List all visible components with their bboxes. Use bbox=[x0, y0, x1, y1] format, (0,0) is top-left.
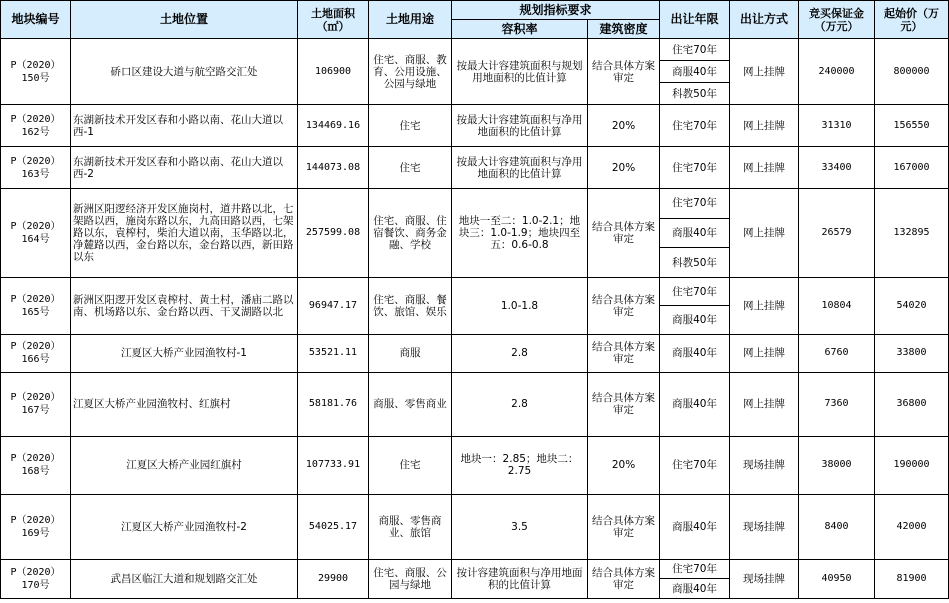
cell-density: 20% bbox=[588, 436, 660, 494]
table-row bbox=[1, 189, 949, 278]
header-term: 出让年限 bbox=[660, 1, 730, 39]
cell-use: 住宅、商服、餐饮、旅馆、娱乐 bbox=[369, 277, 452, 334]
cell-location: 东湖新技术开发区春和小路以南、花山大道以西-1 bbox=[71, 105, 298, 147]
cell-price: 190000 bbox=[875, 436, 949, 494]
term-item: 住宅70年 bbox=[672, 119, 717, 132]
cell-deposit: 6760 bbox=[799, 334, 875, 372]
cell-far: 2.8 bbox=[452, 334, 588, 372]
term-item: 商服40年 bbox=[672, 314, 717, 327]
cell-price: 81900 bbox=[875, 559, 949, 598]
cell-id-prefix: P（2020） bbox=[10, 113, 61, 125]
cell-id-prefix: P（2020） bbox=[10, 341, 61, 353]
term-item: 商服40年 bbox=[672, 347, 717, 360]
cell-use: 商服、零售商业 bbox=[369, 372, 452, 436]
cell-deposit: 10804 bbox=[799, 277, 875, 334]
header-deposit: 竞买保证金（万元） bbox=[799, 1, 875, 39]
cell-id-prefix: P（2020） bbox=[10, 453, 61, 465]
header-far: 容积率 bbox=[452, 20, 588, 39]
cell-id-number: 150号 bbox=[21, 72, 50, 84]
cell-area: 29900 bbox=[298, 559, 369, 598]
cell-method: 网上挂牌 bbox=[730, 147, 799, 189]
cell-area: 58181.76 bbox=[298, 372, 369, 436]
cell-use: 住宅、商服、公园与绿地 bbox=[369, 559, 452, 598]
cell-id bbox=[1, 559, 71, 598]
term-item: 住宅70年 bbox=[660, 560, 729, 580]
cell-area: 54025.17 bbox=[298, 494, 369, 559]
cell-id-prefix: P（2020） bbox=[10, 155, 61, 167]
term-item: 住宅70年 bbox=[672, 459, 717, 472]
cell-id-number: 168号 bbox=[21, 466, 50, 478]
cell-location: 江夏区大桥产业园渔牧村、红旗村 bbox=[71, 372, 298, 436]
cell-term bbox=[660, 147, 730, 189]
cell-id bbox=[1, 39, 71, 105]
term-item: 商服40年 bbox=[672, 398, 717, 411]
cell-id-prefix: P（2020） bbox=[10, 514, 61, 526]
header-plan: 规划指标要求 bbox=[452, 1, 660, 20]
cell-density: 结合具体方案审定 bbox=[588, 39, 660, 105]
cell-area: 53521.11 bbox=[298, 334, 369, 372]
cell-deposit: 7360 bbox=[799, 372, 875, 436]
header-use: 土地用途 bbox=[369, 1, 452, 39]
cell-id-number: 165号 bbox=[21, 306, 50, 318]
term-item: 科教50年 bbox=[672, 87, 717, 100]
cell-far: 按最大计容建筑面积与净用地面积的比值计算 bbox=[452, 105, 588, 147]
cell-price: 54020 bbox=[875, 277, 949, 334]
cell-id-number: 162号 bbox=[21, 126, 50, 138]
cell-id-number: 164号 bbox=[21, 233, 50, 245]
cell-area: 106900 bbox=[298, 39, 369, 105]
cell-location: 江夏区大桥产业园红旗村 bbox=[71, 436, 298, 494]
header-area-label: 土地面积 bbox=[311, 6, 355, 20]
cell-id bbox=[1, 372, 71, 436]
term-item: 商服40年 bbox=[672, 520, 717, 533]
cell-id bbox=[1, 277, 71, 334]
cell-price: 33800 bbox=[875, 334, 949, 372]
table-row bbox=[1, 277, 949, 334]
cell-far: 地块一：2.85；地块二：2.75 bbox=[452, 436, 588, 494]
cell-area: 96947.17 bbox=[298, 277, 369, 334]
cell-method: 网上挂牌 bbox=[730, 39, 799, 105]
cell-term bbox=[660, 494, 730, 559]
cell-area: 107733.91 bbox=[298, 436, 369, 494]
cell-id-number: 166号 bbox=[21, 354, 50, 366]
cell-deposit: 40950 bbox=[799, 559, 875, 598]
cell-id bbox=[1, 105, 71, 147]
cell-method: 网上挂牌 bbox=[730, 189, 799, 278]
cell-density: 结合具体方案审定 bbox=[588, 277, 660, 334]
cell-area: 144073.08 bbox=[298, 147, 369, 189]
term-item: 住宅70年 bbox=[660, 278, 729, 307]
cell-far: 按最大计容建筑面积与规划用地面积的比值计算 bbox=[452, 39, 588, 105]
cell-use: 住宅 bbox=[369, 147, 452, 189]
cell-id-number: 163号 bbox=[21, 168, 50, 180]
cell-price: 42000 bbox=[875, 494, 949, 559]
term-item: 住宅70年 bbox=[660, 189, 729, 219]
cell-deposit: 240000 bbox=[799, 39, 875, 105]
table-row bbox=[1, 105, 949, 147]
cell-id-prefix: P（2020） bbox=[10, 220, 61, 232]
cell-id-prefix: P（2020） bbox=[10, 59, 61, 71]
cell-method: 网上挂牌 bbox=[730, 372, 799, 436]
cell-use: 住宅 bbox=[369, 436, 452, 494]
cell-far: 按计容建筑面积与净用地面积的比值计算 bbox=[452, 559, 588, 598]
cell-deposit: 38000 bbox=[799, 436, 875, 494]
cell-price: 156550 bbox=[875, 105, 949, 147]
cell-id bbox=[1, 189, 71, 278]
cell-id-number: 170号 bbox=[21, 579, 50, 591]
cell-use: 住宅、商服、住宿餐饮、商务金融、学校 bbox=[369, 189, 452, 278]
cell-location: 东湖新技术开发区春和小路以南、花山大道以西-2 bbox=[71, 147, 298, 189]
cell-location: 新洲区阳逻开发区袁榨村、黄土村，潘庙二路以南、机场路以东、金台路以西、干叉湖路以北 bbox=[71, 277, 298, 334]
cell-density: 20% bbox=[588, 105, 660, 147]
cell-area: 134469.16 bbox=[298, 105, 369, 147]
cell-id bbox=[1, 436, 71, 494]
cell-term bbox=[660, 277, 730, 334]
cell-density: 20% bbox=[588, 147, 660, 189]
cell-far: 3.5 bbox=[452, 494, 588, 559]
header-method: 出让方式 bbox=[730, 1, 799, 39]
header-area-unit: （㎡） bbox=[316, 19, 350, 33]
table-row bbox=[1, 147, 949, 189]
term-item: 科教50年 bbox=[672, 256, 717, 269]
cell-location: 武昌区临江大道和规划路交汇处 bbox=[71, 559, 298, 598]
header-id: 地块编号 bbox=[1, 1, 71, 39]
cell-location: 江夏区大桥产业园渔牧村-2 bbox=[71, 494, 298, 559]
cell-density: 结合具体方案审定 bbox=[588, 372, 660, 436]
cell-term bbox=[660, 559, 730, 598]
cell-id bbox=[1, 334, 71, 372]
table-row bbox=[1, 372, 949, 436]
table-body bbox=[1, 39, 949, 599]
header-price: 起始价（万元） bbox=[875, 1, 949, 39]
term-item: 住宅70年 bbox=[672, 161, 717, 174]
header-density: 建筑密度 bbox=[588, 20, 660, 39]
header-row-1 bbox=[1, 1, 949, 20]
cell-method: 现场挂牌 bbox=[730, 559, 799, 598]
table-row bbox=[1, 334, 949, 372]
cell-id-number: 169号 bbox=[21, 527, 50, 539]
cell-use: 住宅 bbox=[369, 105, 452, 147]
cell-far: 2.8 bbox=[452, 372, 588, 436]
table-row bbox=[1, 494, 949, 559]
cell-density: 结合具体方案审定 bbox=[588, 334, 660, 372]
cell-term bbox=[660, 39, 730, 105]
cell-area: 257599.08 bbox=[298, 189, 369, 278]
cell-density: 结合具体方案审定 bbox=[588, 189, 660, 278]
cell-far: 按最大计容建筑面积与净用地面积的比值计算 bbox=[452, 147, 588, 189]
cell-deposit: 33400 bbox=[799, 147, 875, 189]
cell-id-number: 167号 bbox=[21, 405, 50, 417]
table-row bbox=[1, 559, 949, 598]
cell-location: 硚口区建设大道与航空路交汇处 bbox=[71, 39, 298, 105]
cell-deposit: 31310 bbox=[799, 105, 875, 147]
cell-method: 网上挂牌 bbox=[730, 277, 799, 334]
cell-price: 167000 bbox=[875, 147, 949, 189]
term-item: 商服40年 bbox=[660, 61, 729, 83]
header-area bbox=[298, 1, 369, 39]
cell-use: 住宅、商服、教育、公用设施、公园与绿地 bbox=[369, 39, 452, 105]
cell-location: 江夏区大桥产业园渔牧村-1 bbox=[71, 334, 298, 372]
cell-location: 新洲区阳逻经济开发区施岗村，道井路以北，七架路以西，施岗东路以东，九高田路以西，七架路以东，袁榨村，柴泊大道以南，玉华路以北，净麓路以西，金台路以东，金台路以西，新田路以东 bbox=[71, 189, 298, 278]
cell-deposit: 8400 bbox=[799, 494, 875, 559]
cell-id-prefix: P（2020） bbox=[10, 392, 61, 404]
cell-use: 商服、零售商业、旅馆 bbox=[369, 494, 452, 559]
cell-method: 现场挂牌 bbox=[730, 494, 799, 559]
cell-density: 结合具体方案审定 bbox=[588, 559, 660, 598]
term-item: 商服40年 bbox=[660, 219, 729, 249]
cell-far: 地块一至二：1.0-2.1；地块三：1.0-1.9；地块四至五：0.6-0.8 bbox=[452, 189, 588, 278]
cell-price: 800000 bbox=[875, 39, 949, 105]
cell-id-prefix: P（2020） bbox=[10, 293, 61, 305]
cell-term bbox=[660, 372, 730, 436]
cell-term bbox=[660, 105, 730, 147]
cell-method: 现场挂牌 bbox=[730, 436, 799, 494]
cell-price: 36800 bbox=[875, 372, 949, 436]
cell-method: 网上挂牌 bbox=[730, 334, 799, 372]
cell-term bbox=[660, 189, 730, 278]
header-location: 土地位置 bbox=[71, 1, 298, 39]
cell-use: 商服 bbox=[369, 334, 452, 372]
table-row bbox=[1, 39, 949, 105]
cell-id bbox=[1, 147, 71, 189]
cell-id-prefix: P（2020） bbox=[10, 566, 61, 578]
cell-deposit: 26579 bbox=[799, 189, 875, 278]
term-item: 商服40年 bbox=[672, 582, 717, 595]
term-item: 住宅70年 bbox=[660, 39, 729, 61]
cell-term bbox=[660, 334, 730, 372]
cell-id bbox=[1, 494, 71, 559]
cell-far: 1.0-1.8 bbox=[452, 277, 588, 334]
cell-price: 132895 bbox=[875, 189, 949, 278]
cell-method: 网上挂牌 bbox=[730, 105, 799, 147]
cell-term bbox=[660, 436, 730, 494]
table-row bbox=[1, 436, 949, 494]
cell-density: 结合具体方案审定 bbox=[588, 494, 660, 559]
